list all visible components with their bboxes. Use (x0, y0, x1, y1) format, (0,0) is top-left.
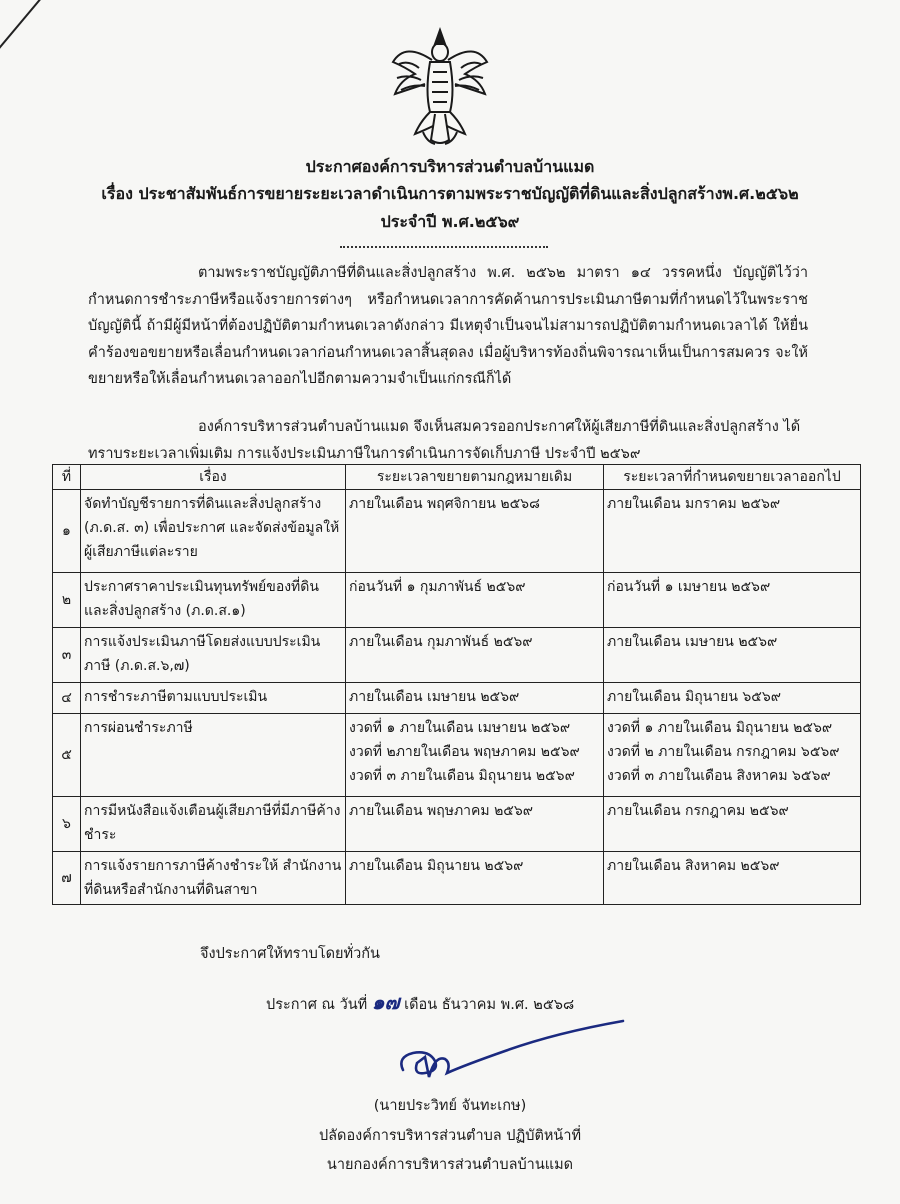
row-topic: การแจ้งประเมินภาษีโดยส่งแบบประเมินภาษี (ภ.ด.ส.๖,๗) (81, 628, 346, 683)
announcement-date (266, 986, 574, 1018)
announcement-title: ประกาศองค์การบริหารส่วนตำบลบ้านแมด (305, 157, 595, 176)
row-topic: จัดทำบัญชีรายการที่ดินและสิ่งปลูกสร้าง (ภ.ด.ส. ๓) เพื่อประกาศ และจัดส่งข้อมูลให้ผู้เสียภาษีแต่ละราย (81, 490, 346, 573)
handwritten-signature (395, 1015, 630, 1090)
row-extended (604, 714, 861, 797)
row-original (346, 714, 604, 797)
header-no: ที่ (53, 465, 81, 490)
installment-line: งวดที่ ๑ ภายในเดือน มิถุนายน ๒๕๖๙ (607, 720, 833, 736)
installment-line: งวดที่ ๑ ภายในเดือน เมษายน ๒๕๖๙ (349, 720, 571, 736)
row-original: ภายในเดือน พฤศจิกายน ๒๕๖๘ (346, 490, 604, 573)
signatory-name: (นายประวิทย์ จันทะเกษ) (373, 1098, 527, 1114)
paragraph-legal-basis: ตามพระราชบัญญัติภาษีที่ดินและสิ่งปลูกสร้าง พ.ศ. ๒๕๖๒ มาตรา ๑๔ วรรคหนึ่ง บัญญัติไว้ว่า กำหนดการชำระภาษีหรือแจ้งรายการต่างๆ หรือกำหนดเวลาการคัดค้านการประเมินภาษีตามที่กำหนดไว้ในพระราชบัญญัตินี้ ถ้ามีผู้มีหน้าที่ต้องปฏิบัติตามกำหนดเวลาดังกล่าว มีเหตุจำเป็นจนไม่สามารถปฏิบัติตามกำหนดเวลาได้ ให้ยื่นคำร้องขอขยายหรือเลื่อนกำหนดเวลาก่อนกำหนดเวลาสิ้นสุดลง เมื่อผู้บริหารท้องถิ่นพิจารณาเห็นเป็นการสมควร จะให้ขยายหรือให้เลื่อนกำหนดเวลาออกไปอีกตามความจำเป็นแก่กรณีก็ได้ (88, 265, 808, 387)
table-row (53, 852, 861, 905)
table-row (53, 714, 861, 797)
row-no: ๔ (53, 683, 81, 714)
announcement-subject: เรื่อง ประชาสัมพันธ์การขยายระยะเวลาดำเนินการตามพระราชบัญญัติที่ดินและสิ่งปลูกสร้างพ.ศ.๒๕๖๒ (101, 184, 799, 203)
header-topic: เรื่อง (81, 465, 346, 490)
row-no: ๒ (53, 573, 81, 628)
garuda-emblem-icon (385, 22, 495, 152)
table-row (53, 573, 861, 628)
row-no: ๗ (53, 852, 81, 905)
table-row (53, 797, 861, 852)
signatory-acting-as: นายกองค์การบริหารส่วนตำบลบ้านแมด (326, 1157, 574, 1173)
row-topic: การมีหนังสือแจ้งเตือนผู้เสียภาษีที่มีภาษีค้างชำระ (81, 797, 346, 852)
row-extended: ภายในเดือน กรกฎาคม ๒๕๖๙ (604, 797, 861, 852)
date-suffix: เดือน ธันวาคม พ.ศ. ๒๕๖๘ (404, 997, 575, 1013)
row-original: ก่อนวันที่ ๑ กุมภาพันธ์ ๒๕๖๙ (346, 573, 604, 628)
installment-line: งวดที่ ๓ ภายในเดือน สิงหาคม ๖๕๖๙ (607, 768, 831, 784)
row-extended: ภายในเดือน สิงหาคม ๒๕๖๙ (604, 852, 861, 905)
row-original: ภายในเดือน กุมภาพันธ์ ๒๕๖๙ (346, 628, 604, 683)
row-original: ภายในเดือน มิถุนายน ๒๕๖๙ (346, 852, 604, 905)
header-extended-period: ระยะเวลาที่กำหนดขยายเวลาออกไป (604, 465, 861, 490)
table-row (53, 490, 861, 573)
row-extended: ภายในเดือน มิถุนายน ๖๕๖๙ (604, 683, 861, 714)
dotted-separator (340, 246, 548, 248)
row-topic: การแจ้งรายการภาษีค้างชำระให้ สำนักงานที่ดินหรือสำนักงานที่ดินสาขา (81, 852, 346, 905)
announcement-year: ประจำปี พ.ศ.๒๕๖๙ (380, 212, 520, 231)
installment-line: งวดที่ ๒ ภายในเดือน กรกฎาคม ๖๕๖๙ (607, 744, 840, 760)
row-no: ๓ (53, 628, 81, 683)
row-original: ภายในเดือน เมษายน ๒๕๖๙ (346, 683, 604, 714)
row-no: ๕ (53, 714, 81, 797)
table-row (53, 683, 861, 714)
row-topic: ประกาศราคาประเมินทุนทรัพย์ของที่ดินและสิ่งปลูกสร้าง (ภ.ด.ส.๑) (81, 573, 346, 628)
date-prefix: ประกาศ ณ วันที่ (266, 997, 368, 1013)
schedule-table (52, 464, 861, 905)
row-original: ภายในเดือน พฤษภาคม ๒๕๖๙ (346, 797, 604, 852)
closing-statement: จึงประกาศให้ทราบโดยทั่วกัน (200, 946, 380, 962)
installment-line: งวดที่ ๓ ภายในเดือน มิถุนายน ๒๕๖๙ (349, 768, 575, 784)
row-extended: ก่อนวันที่ ๑ เมษายน ๒๕๖๙ (604, 573, 861, 628)
table-row (53, 628, 861, 683)
row-topic: การผ่อนชำระภาษี (81, 714, 346, 797)
row-no: ๑ (53, 490, 81, 573)
signatory-position: ปลัดองค์การบริหารส่วนตำบล ปฏิบัติหน้าที่ (318, 1128, 582, 1144)
row-no: ๖ (53, 797, 81, 852)
row-extended: ภายในเดือน เมษายน ๒๕๖๙ (604, 628, 861, 683)
row-extended: ภายในเดือน มกราคม ๒๕๖๙ (604, 490, 861, 573)
table-header-row (53, 465, 861, 490)
paragraph-announcement: องค์การบริหารส่วนตำบลบ้านแมด จึงเห็นสมควรออกประกาศให้ผู้เสียภาษีที่ดินและสิ่งปลูกสร้าง ได้ทราบระยะเวลาเพิ่มเติม การแจ้งประเมินภาษีในการดำเนินการจัดเก็บภาษี ประจำปี ๒๕๖๙ (88, 419, 801, 462)
installment-line: งวดที่ ๒ภายในเดือน พฤษภาคม ๒๕๖๙ (349, 744, 580, 760)
header-original-period: ระยะเวลาขยายตามกฎหมายเดิม (346, 465, 604, 490)
row-topic: การชำระภาษีตามแบบประเมิน (81, 683, 346, 714)
date-day-handwritten: ๑๗ (371, 990, 400, 1014)
scan-edge-line (0, 0, 58, 72)
